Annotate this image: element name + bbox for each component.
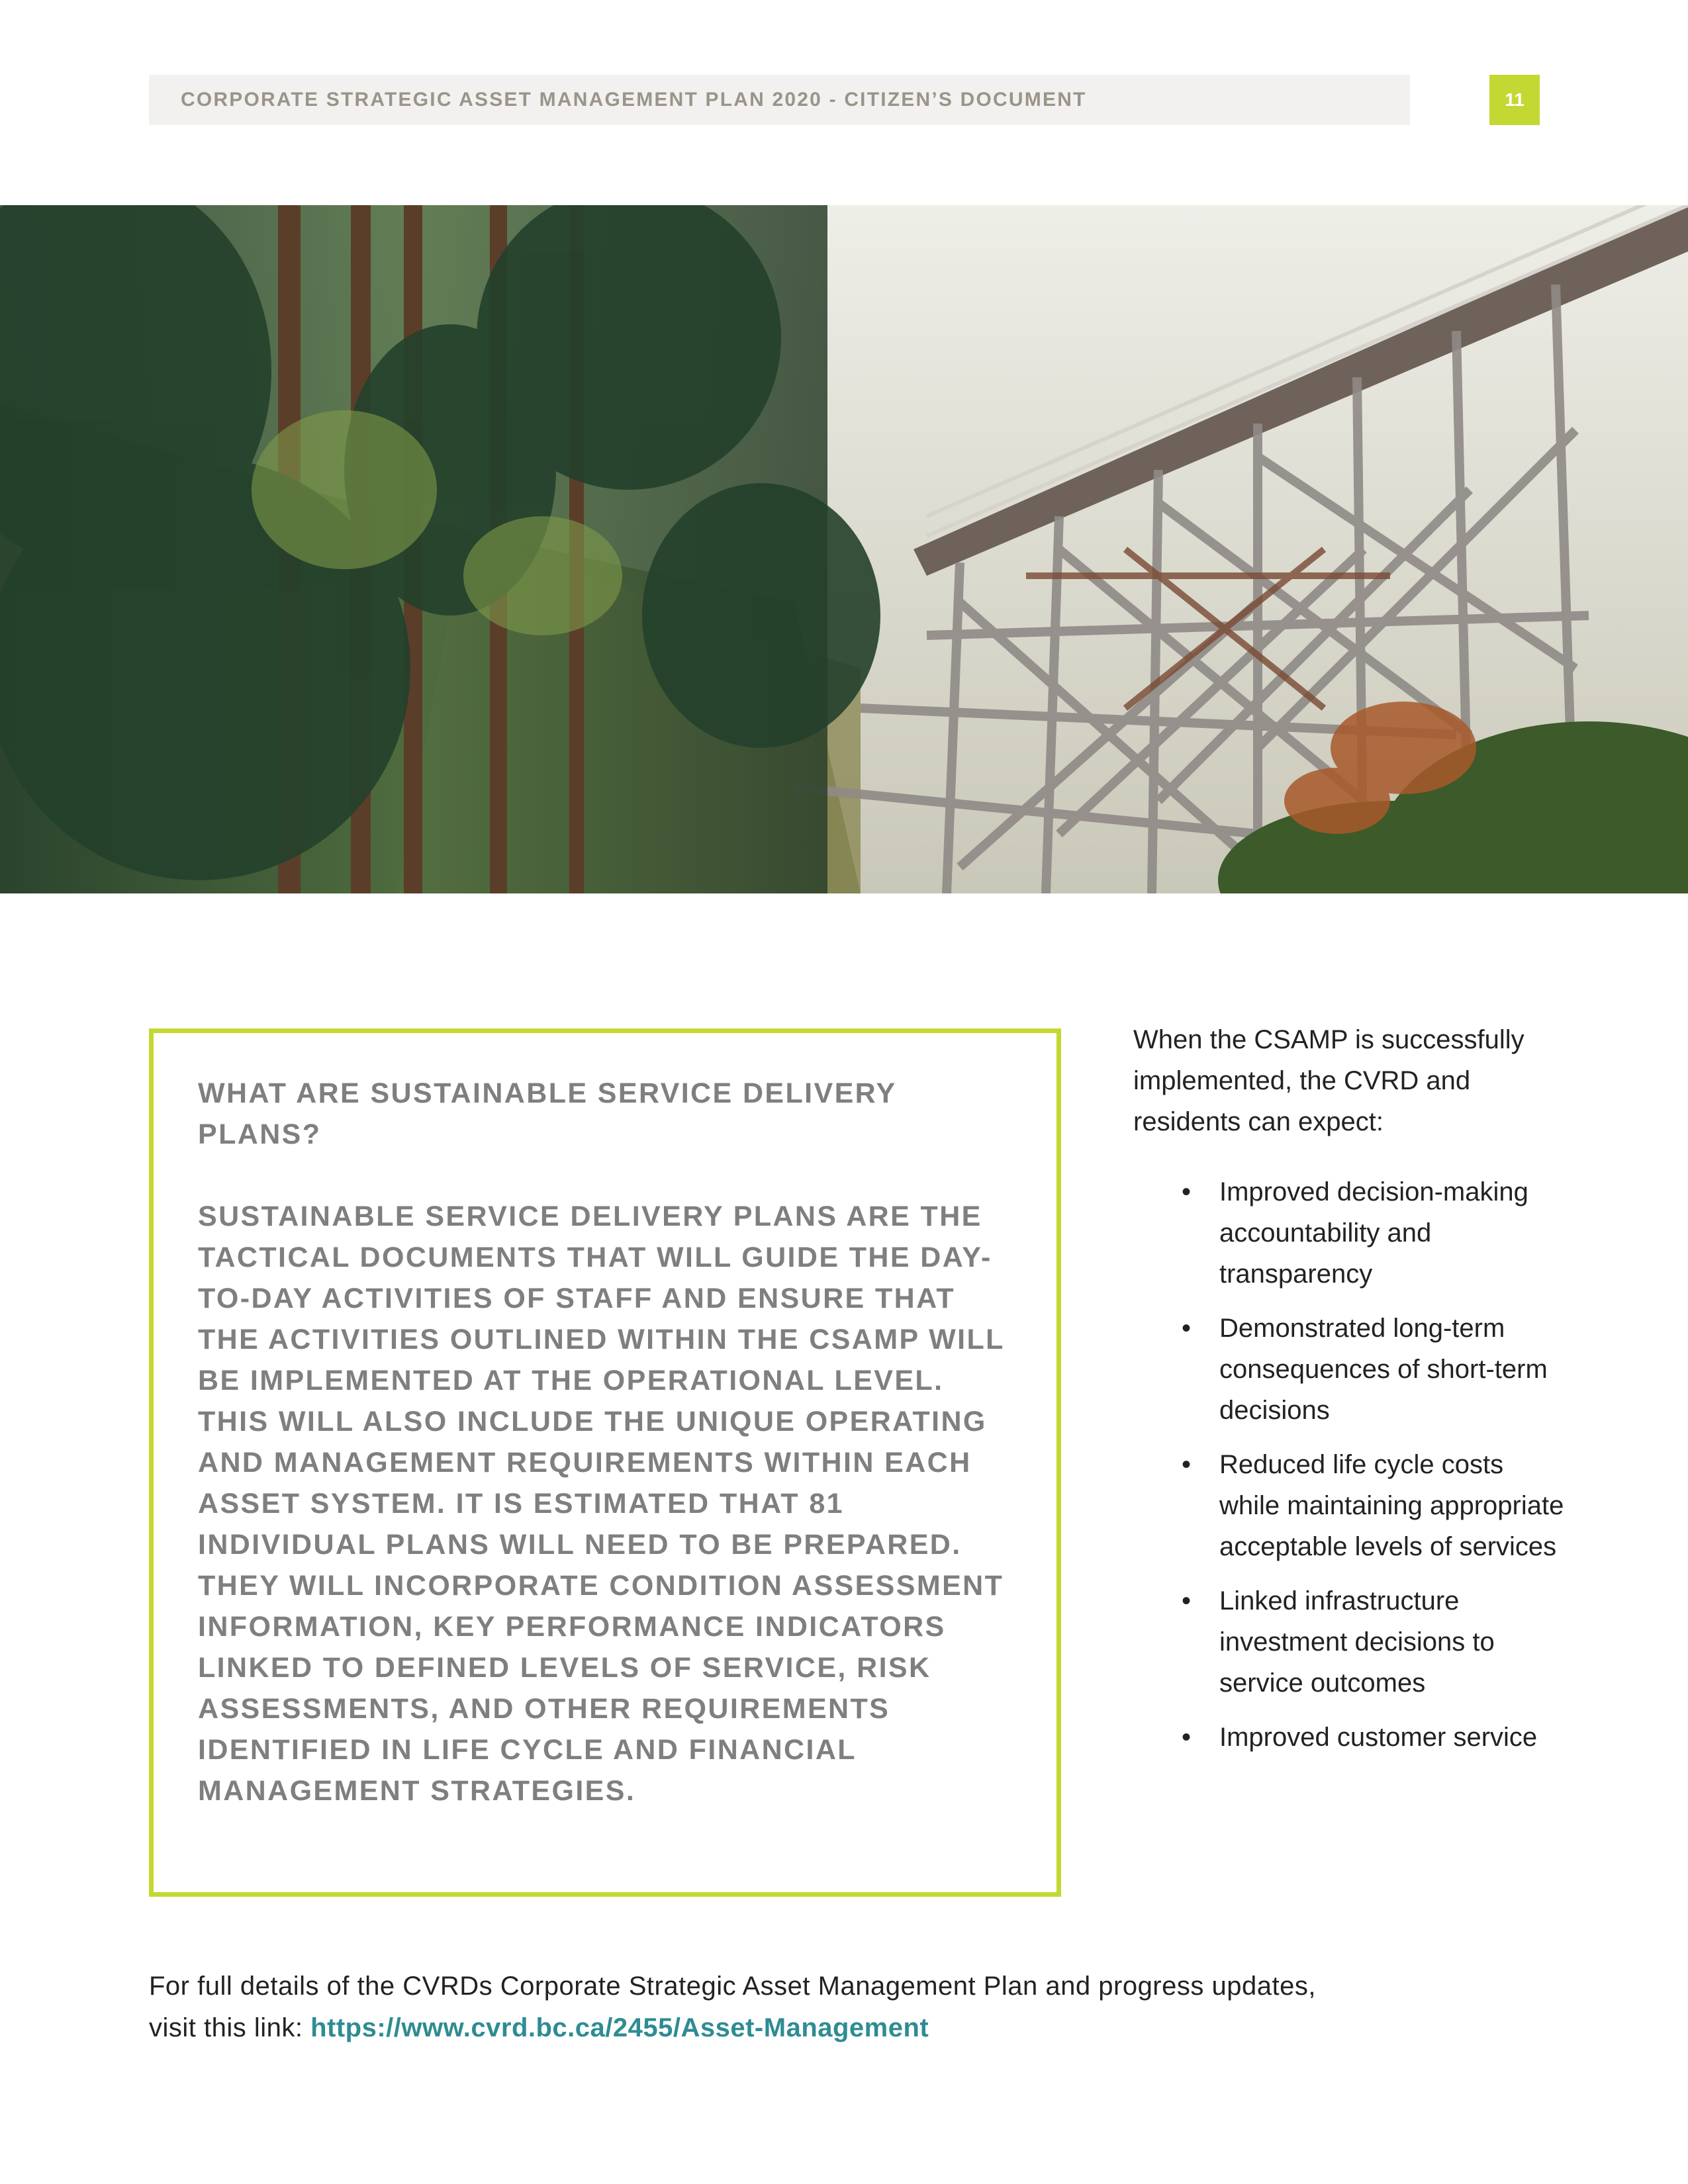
footer-line-1: For full details of the CVRDs Corporate Strategic Asset Management Plan and progress updates, (149, 1972, 1316, 2001)
benefits-column (1133, 1019, 1570, 1771)
list-item (1133, 1444, 1570, 1567)
hero-photo (0, 205, 1688, 893)
footer-line-2 (149, 2007, 1546, 2049)
list-item-text: Linked infrastructure investment decisions to service outcomes (1219, 1586, 1495, 1698)
list-item-text: Demonstrated long-term consequences of short-term decisions (1219, 1314, 1548, 1425)
trestle-bridge-image (0, 205, 1688, 893)
list-item-text: Improved decision-making accountability and transparency (1219, 1177, 1528, 1289)
list-item (1133, 1580, 1570, 1704)
asset-management-link[interactable]: https://www.cvrd.bc.ca/2455/Asset-Management (310, 2013, 929, 2042)
benefits-list (1133, 1171, 1570, 1758)
footer-note (149, 1966, 1546, 2049)
list-item (1133, 1308, 1570, 1431)
bullet-icon: • (1182, 1314, 1192, 1343)
bullet-icon: • (1182, 1450, 1192, 1479)
header-title: CORPORATE STRATEGIC ASSET MANAGEMENT PLAN 2020 - CITIZEN’S DOCUMENT (181, 89, 1087, 111)
callout-box (149, 1028, 1061, 1897)
bullet-icon: • (1182, 1177, 1192, 1206)
list-item-text: Improved customer service (1219, 1723, 1538, 1752)
list-item (1133, 1717, 1570, 1758)
list-item-text: Reduced life cycle costs while maintaining appropriate acceptable levels of services (1219, 1450, 1564, 1561)
benefits-intro: When the CSAMP is successfully implemented, the CVRD and residents can expect: (1133, 1025, 1524, 1136)
page-number: 11 (1489, 75, 1540, 125)
bullet-icon: • (1182, 1586, 1192, 1615)
header-bar (149, 75, 1410, 125)
callout-body: SUSTAINABLE SERVICE DELIVERY PLANS ARE THE TACTICAL DOCUMENTS THAT WILL GUIDE THE DAY-TO-DAY ACTIVITIES OF STAFF AND ENSURE THAT THE ACTIVITIES OUTLINED WITHIN THE CSAMP WILL BE IMPLEMENTED AT THE OPERATIONAL LEVEL. THIS WILL ALSO INCLUDE THE UNIQUE OPERATING AND MANAGEMENT REQUIREMENTS WITHIN EACH ASSET SYSTEM. IT IS ESTIMATED THAT 81 INDIVIDUAL PLANS WILL NEED TO BE PREPARED. THEY WILL INCORPORATE CONDITION ASSESSMENT INFORMATION, KEY PERFORMANCE INDICATORS LINKED TO DEFINED LEVELS OF SERVICE, RISK ASSESSMENTS, AND OTHER REQUIREMENTS IDENTIFIED IN LIFE CYCLE AND FINANCIAL MANAGEMENT STRATEGIES. (198, 1201, 1005, 1807)
footer-link-prefix: visit this link: (149, 2013, 311, 2042)
bullet-icon: • (1182, 1723, 1192, 1752)
callout-heading: WHAT ARE SUSTAINABLE SERVICE DELIVERY PLANS? (198, 1077, 896, 1150)
list-item (1133, 1171, 1570, 1295)
